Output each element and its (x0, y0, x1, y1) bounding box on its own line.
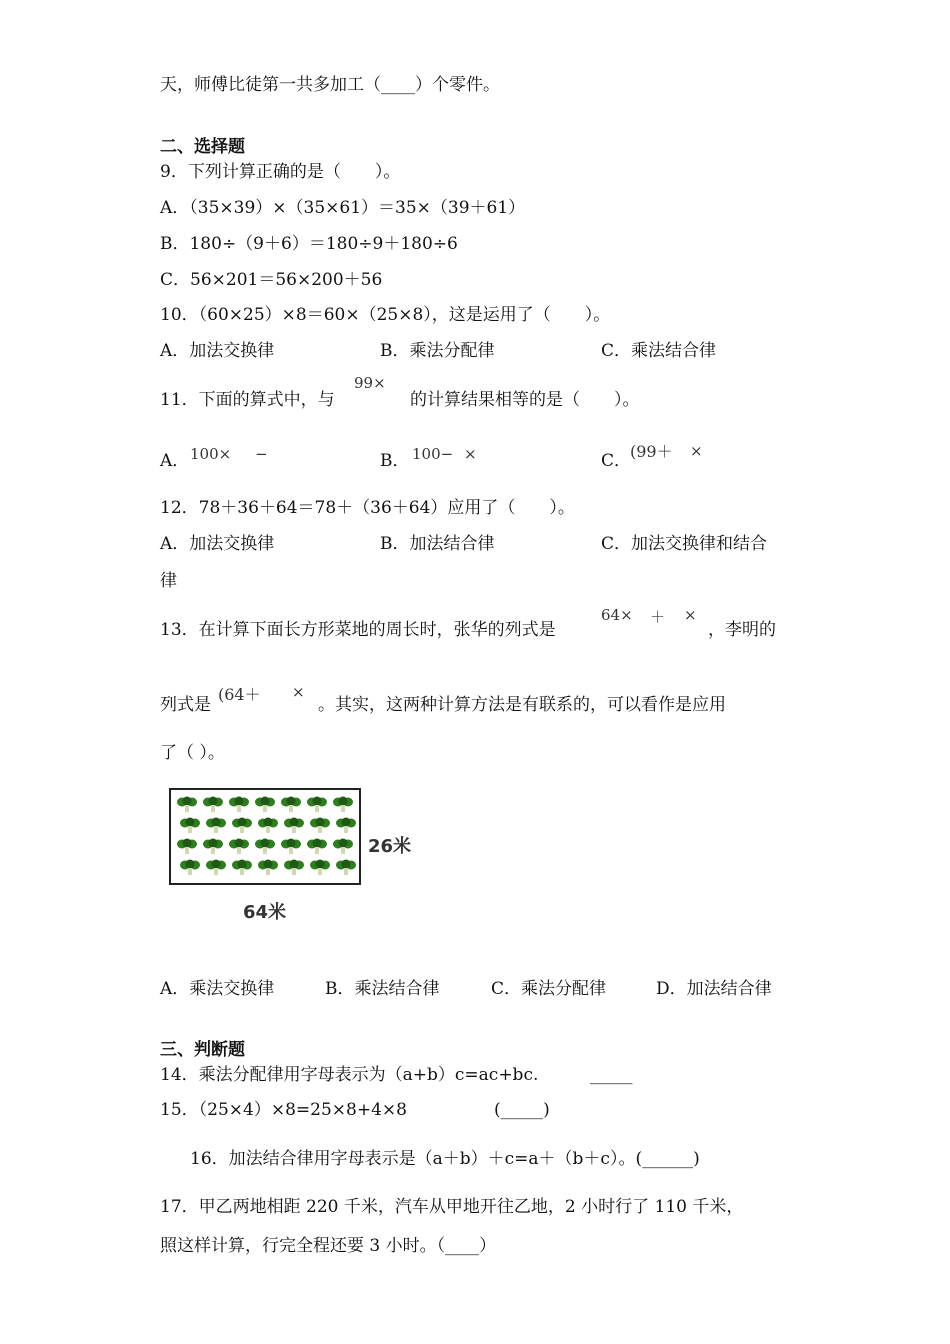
q10-stem: 10．（60×25）×8＝60×（25×8），这是运用了（ ）。 (160, 305, 611, 325)
q12-option-a[interactable]: A．加法交换律 (160, 534, 275, 554)
cabbage-icon (284, 859, 304, 876)
q11-option-b-label[interactable]: B． (380, 451, 410, 471)
cabbage-icon (310, 859, 330, 876)
q13-expr-a1: 64× (601, 606, 633, 624)
cabbage-icon (255, 838, 275, 855)
q13-option-d[interactable]: D．加法结合律 (656, 979, 772, 999)
garden-width-label: 26米 (368, 836, 412, 857)
cabbage-icon (232, 817, 252, 834)
q10-option-b[interactable]: B．乘法分配律 (380, 341, 495, 361)
q8-tail: 天，师傅比徒第一共多加工（____）个零件。 (160, 75, 500, 95)
q16-text: 16．加法结合律用字母表示是（a＋b）＋c=a＋（b＋c）。(______) (190, 1149, 700, 1169)
cabbage-icon (284, 817, 304, 834)
q11-option-b-expr1: 100− (412, 445, 454, 463)
q13-option-b[interactable]: B．乘法结合律 (325, 979, 440, 999)
garden-length-label: 64米 (243, 902, 287, 923)
q15-text: 15．（25×4）×8=25×8+4×8 (160, 1100, 407, 1120)
q13-stem-c: 列式是 (160, 695, 211, 715)
q13-option-c[interactable]: C．乘法分配律 (491, 979, 607, 999)
cabbage-icon (336, 859, 356, 876)
cabbage-icon (206, 859, 226, 876)
cabbage-icon (229, 838, 249, 855)
q11-option-c-expr2: × (690, 442, 703, 460)
cabbage-icon (180, 817, 200, 834)
q12-stem: 12．78＋36＋64＝78＋（36＋64）应用了（ ）。 (160, 498, 575, 518)
cabbage-icon (177, 796, 197, 813)
vegetable-garden-figure (169, 788, 361, 885)
q11-option-c-label[interactable]: C． (601, 451, 632, 471)
q11-option-a-expr2: − (255, 445, 268, 463)
q13-stem-b: ，李明的 (708, 620, 776, 640)
q11-stem-b: 的计算结果相等的是（ ）。 (410, 390, 640, 410)
cabbage-icon (206, 817, 226, 834)
q11-stem-a: 11．下面的算式中，与 (160, 390, 335, 410)
cabbage-icon (333, 796, 353, 813)
q14-text: 14．乘法分配律用字母表示为（a+b）c=ac+bc. (160, 1065, 539, 1085)
cabbage-icon (177, 838, 197, 855)
cabbage-icon (232, 859, 252, 876)
cabbage-icon (281, 838, 301, 855)
cabbage-icon (229, 796, 249, 813)
q9-option-c[interactable]: C．56×201＝56×200＋56 (160, 270, 383, 290)
q17-line2: 照这样计算，行完全程还要 3 小时。（____） (160, 1236, 497, 1256)
cabbage-icon (307, 796, 327, 813)
cabbage-icon (203, 796, 223, 813)
q9-option-b[interactable]: B．180÷（9＋6）＝180÷9＋180÷6 (160, 234, 458, 254)
q11-option-c-expr1: (99＋ (630, 442, 673, 461)
q12-option-c[interactable]: C．加法交换律和结合 (601, 534, 768, 554)
cabbage-icon (336, 817, 356, 834)
q13-expr-a2: ＋ (650, 608, 666, 626)
q9-option-a[interactable]: A．（35×39）×（35×61）＝35×（39＋61） (160, 198, 526, 218)
q17-line1: 17．甲乙两地相距 220 千米，汽车从甲地开往乙地，2 小时行了 110 千米， (160, 1197, 744, 1217)
cabbage-icon (203, 838, 223, 855)
q10-option-c[interactable]: C．乘法结合律 (601, 341, 717, 361)
q13-expr-b2: × (292, 683, 305, 701)
cabbage-icon (180, 859, 200, 876)
section-title-judgement: 三、判断题 (160, 1040, 245, 1060)
cabbage-icon (333, 838, 353, 855)
q10-option-a[interactable]: A．加法交换律 (160, 341, 275, 361)
cabbage-icon (307, 838, 327, 855)
q15-answer-blank[interactable]: (_____) (494, 1100, 550, 1120)
q13-option-a[interactable]: A．乘法交换律 (160, 979, 275, 999)
q11-option-a-label[interactable]: A． (160, 451, 190, 471)
q9-stem: 9．下列计算正确的是（ ）。 (160, 162, 401, 182)
q13-expr-a3: × (684, 606, 697, 624)
q11-expression: 99× (354, 374, 386, 392)
q12-option-b[interactable]: B．加法结合律 (380, 534, 495, 554)
q14-answer-blank[interactable]: _____ (590, 1065, 633, 1085)
cabbage-icon (281, 796, 301, 813)
q11-option-b-expr2: × (464, 445, 477, 463)
cabbage-icon (258, 817, 278, 834)
cabbage-icon (255, 796, 275, 813)
q12-option-c-wrap: 律 (160, 571, 177, 591)
q13-stem-d: 。其实，这两种计算方法是有联系的，可以看作是应用 (318, 695, 726, 715)
q13-stem-a: 13．在计算下面长方形菜地的周长时，张华的列式是 (160, 620, 556, 640)
q13-stem-e: 了（ ）。 (160, 743, 225, 763)
q11-option-a-expr1: 100× (190, 445, 232, 463)
section-title-choice: 二、选择题 (160, 137, 245, 157)
q13-expr-b1: (64＋ (218, 685, 261, 704)
cabbage-icon (258, 859, 278, 876)
cabbage-icon (310, 817, 330, 834)
